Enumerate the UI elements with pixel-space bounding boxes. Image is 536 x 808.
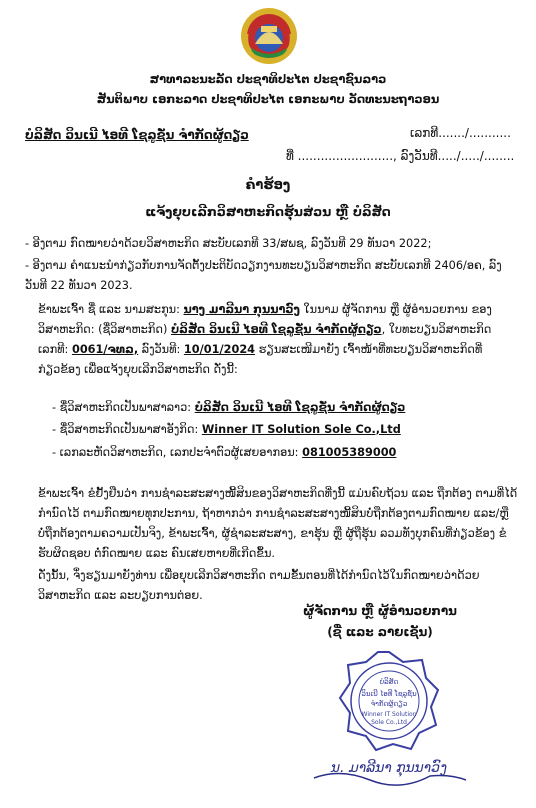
- detail-lao-name: [52, 398, 512, 418]
- lao-national-emblem-icon: [237, 4, 301, 68]
- company-heading: ບໍລິສັດ ວິນເນີ ໄອທີ ໂຊລູຊັ່ນ ຈໍາກັດຜູ້ດຽວ: [25, 128, 249, 142]
- reference-number: ເລກທີ......./...........: [410, 126, 511, 140]
- intro-paragraph: [38, 300, 518, 380]
- detail-english-value: Winner IT Solution Sole Co.,Ltd: [201, 423, 401, 436]
- signer-name: ນ. ມາລີນາ ກຸນນາວົງ: [331, 760, 447, 776]
- reference-date: ທີ່ ........................., ລົງວັນທີ...../...../........: [286, 149, 515, 163]
- registration-date: 10/01/2024: [183, 343, 256, 356]
- intro-text-5: ຮຽນສະເໜີມາຍັງ ເຈົ້າໜ້າທີ່ທະບຽນວິສາຫະກິດທີ່ກ່ຽວຂ້ອງ ເພື່ອແຈ້ງຍຸບເລີກວິສາຫະກິດ ດັ່ງນີ້:: [38, 343, 483, 376]
- detail-english-label: - ຊື່ວິສາຫະກິດເປັນພາສາອັງກິດ:: [52, 423, 202, 436]
- intro-text-4: ລົງວັນທີ:: [138, 343, 184, 356]
- document-subtitle: ແຈ້ງຍຸບເລີກວິສາຫະກິດຮຸ້ນສ່ວນ ຫຼື ບໍລິສັດ: [145, 204, 391, 219]
- detail-english-name: [52, 420, 512, 440]
- stamp-lao-text: ວິນເນີ ໄອທີ ໂຊລູຊັ່ນ: [361, 690, 417, 698]
- intro-text-3: , ໃບທະບຽນວິສາຫະກິດເລກທີ:: [38, 323, 492, 356]
- detail-lao-value: ບໍລິສັດ ວິນເນີ ໄອທີ ໂຊລູຊັ່ນ ຈໍາກັດຜູ້ດຽວ: [194, 401, 406, 414]
- stamp-english-text-2: Sole Co.,Ltd: [371, 719, 407, 726]
- detail-lao-label: - ຊື່ວິສາຫະກິດເປັນພາສາລາວ:: [52, 401, 195, 414]
- stamp-outer-text: ບໍລິສັດ: [379, 678, 399, 686]
- closing-paragraph: ດັ່ງນັ້ນ, ຈຶ່ງຮຽນມາຍັງທ່ານ ເພື່ອຍຸບເລີກວິສາຫະກິດ ຕາມຂັ້ນຕອນທີ່ໄດ້ກໍານົດໄວ້ໃນກົດໝາຍວ່າດ້ວຍວິສາຫະກິດ ແລະ ລະບຽບການຕ່ອຍ.: [38, 569, 480, 602]
- signatory-title: ຜູ້ຈັດການ ຫຼື ຜູ້ອໍານວຍການ: [303, 604, 457, 618]
- detail-tax-label: - ເລກລະຫັດວິສາຫະກິດ, ເລກປະຈໍາຕົວຜູ້ເສຍອາກອນ:: [52, 446, 303, 459]
- detail-tax-value: 081005389000: [302, 446, 397, 459]
- signatory-subtitle: (ຊື່ ແລະ ລາຍເຊັນ): [327, 625, 433, 639]
- registration-number: 0061/ຈທລ,: [71, 343, 139, 356]
- legal-reference-1: - ອີງຕາມ ກົດໝາຍວ່າດ້ວຍວິສາຫະກິດ ສະບັບເລກທີ 33/ສພຊ, ລົງວັນທີ 29 ທັນວາ 2022;: [25, 237, 432, 250]
- country-name: ສາທາລະນະລັດ ປະຊາທິປະໄຕ ປະຊາຊົນລາວ: [149, 72, 387, 86]
- company-stamp: [338, 650, 440, 752]
- stamp-lao-text-2: ຈໍາກັດຜູ້ດຽວ: [370, 700, 408, 708]
- document-title: ຄໍາຮ້ອງ: [245, 178, 291, 193]
- intro-company-name: ບໍລິສັດ ວິນເນີ ໄອທີ ໂຊລູຊັ່ນ ຈໍາກັດຜູ້ດຽວ: [170, 323, 382, 336]
- national-motto: ສັນຕິພາບ ເອກະລາດ ປະຊາທິປະໄຕ ເອກະພາບ ວັດທະນະຖາວອນ: [96, 92, 440, 106]
- intro-text-1: ຂ້າພະເຈົ້າ ຊື່ ແລະ ນາມສະກຸນ:: [38, 303, 184, 316]
- legal-reference-2: - ອີງຕາມ ຄໍາແນະນໍາກ່ຽວກັບການຈັດຕັ້ງປະຕິບັດວຽກງານທະບຽນວິສາຫະກິດ ສະບັບເລກທີ 2406/ອຄ, ລົງວັນທີ 22 ທັນວາ 2023.: [25, 259, 502, 292]
- intro-text-2: ໃນນາມ ຜູ້ຈັດການ ຫຼື ຜູ້ອໍານວຍການ ຂອງວິສາຫະກິດ: (ຊື່ວິສາຫະກິດ): [38, 303, 492, 336]
- declaration-paragraph: ຂ້າພະເຈົ້າ ຂໍຢັ້ງຢືນວ່າ ການຊໍາລະສະສາງໜີ້ສິນຂອງວິສາຫະກິດທີ່ງນີ້ ແມ່ນຄົບຖ້ວນ ແລະ ຖືກຕ້ອງ ຕາມທີ່ໄດ້ກໍານົດໄວ້ ຕາມກົດໝາຍທຸກປະການ, ຖ້າຫາກວ່າ ການຊໍາລະສະສາງໜີ້ສິນບໍ່ຖືກຕ້ອງຕາມກົດໝາຍ ແລະ/ຫຼື ບໍ່ຖືກຕ້ອງຕາມຄວາມເປັນຈິງ, ຂ້າພະເຈົ້າ, ຜູ້ຊໍາລະສະສາງ, ຂາຮຸ້ນ ຫຼື ຜູ້ຖືຮຸ້ນ ລວມທັງບຸກຄົນທີ່ກ່ຽວຂ້ອງ ຂໍຮັບຜິດຊອບ ຕໍ່ກົດໝາຍ ແລະ ຄົນເສຍຫາຍທີ່ເກີດຂຶ້ນ.: [38, 487, 518, 560]
- stamp-english-text: Winner IT Solution: [361, 711, 417, 718]
- detail-tax-id: [52, 443, 512, 463]
- applicant-name: ນາງ ມາລີນາ ກຸນນາວົງ: [183, 303, 300, 316]
